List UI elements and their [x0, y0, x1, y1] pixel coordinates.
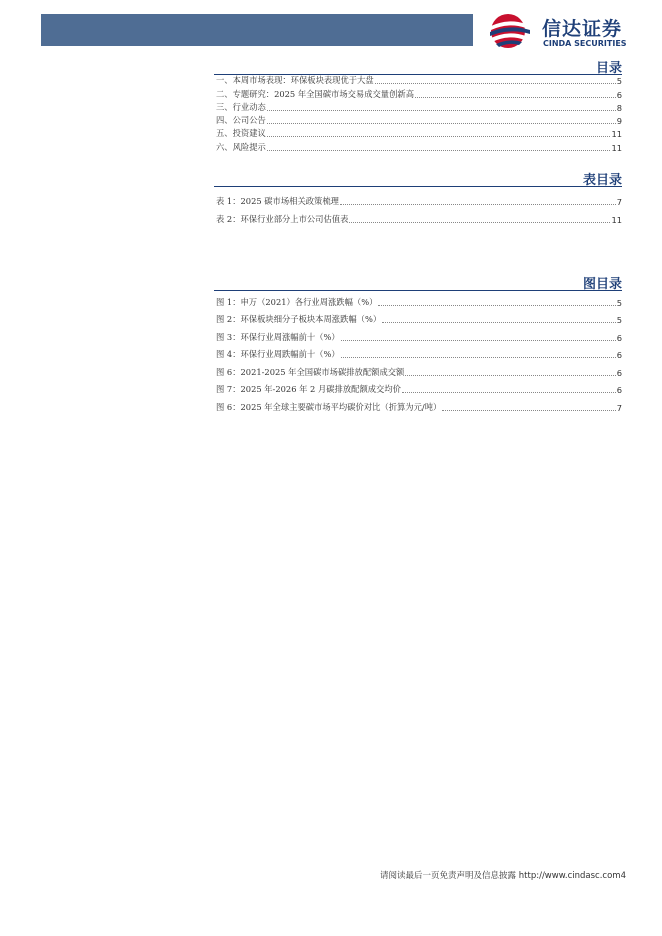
website-link[interactable]: http://www.cindasc.com — [518, 871, 621, 881]
toc-entry-label: 图 6：2025 年全球主要碳市场平均碳价对比（折算为元/吨） — [216, 401, 442, 412]
toc-entry-page: 5 — [616, 297, 622, 308]
toc-entry[interactable] — [216, 86, 622, 99]
page-number: 4 — [620, 871, 626, 881]
leader-dots — [382, 322, 616, 323]
toc-entry-page: 11 — [611, 142, 622, 153]
toc-entry-label: 表 2：环保行业部分上市公司估值表 — [216, 214, 349, 224]
toc-entry-label: 五、投资建议 — [216, 128, 266, 139]
tables-title: 表目录 — [582, 173, 622, 188]
toc-entry[interactable] — [216, 113, 622, 126]
leader-dots — [267, 150, 611, 151]
leader-dots — [349, 222, 610, 223]
company-logo — [486, 12, 646, 52]
toc-entry-label: 表 1：2025 碳市场相关政策梳理 — [216, 196, 339, 206]
disclaimer-notice: 请阅读最后一页免责声明及信息披露 — [380, 871, 517, 881]
leader-dots — [375, 83, 616, 84]
header-bar — [41, 14, 473, 46]
toc-entry-label: 图 2：环保板块细分子板块本周涨跌幅（%） — [216, 314, 382, 324]
toc-entry-page: 8 — [616, 102, 622, 113]
leader-dots — [267, 136, 611, 137]
toc-entry-page: 6 — [616, 332, 622, 343]
leader-dots — [415, 97, 616, 98]
toc-entry[interactable] — [216, 343, 622, 361]
leader-dots — [405, 375, 615, 376]
toc-entry-label: 图 1：申万（2021）各行业周涨跌幅（%） — [216, 296, 378, 307]
page-footer — [380, 869, 626, 881]
leader-dots — [378, 305, 615, 306]
figures-title: 图目录 — [582, 277, 622, 292]
toc-entry-label: 二、专题研究：2025 年全国碳市场交易成交量创新高 — [216, 88, 414, 99]
toc-entry[interactable] — [216, 378, 622, 396]
leader-dots — [340, 204, 616, 205]
toc-entry[interactable] — [216, 189, 622, 207]
logo-globe-icon — [486, 12, 536, 50]
toc-entry-label: 三、行业动态 — [216, 101, 266, 112]
toc-entry-page: 11 — [611, 215, 622, 225]
toc-entry-page: 6 — [616, 350, 622, 360]
leader-dots — [341, 357, 616, 358]
toc-entry-page: 5 — [616, 76, 622, 87]
figures-list — [216, 290, 622, 413]
toc-entry[interactable] — [216, 73, 622, 86]
leader-dots — [402, 392, 616, 393]
tables-divider — [214, 186, 622, 187]
toc-entry-page: 6 — [616, 367, 622, 378]
toc-entry-page: 6 — [616, 385, 622, 395]
toc-entry-label: 四、公司公告 — [216, 115, 266, 126]
toc-entry-label: 图 3：环保行业周涨幅前十（%） — [216, 331, 340, 342]
toc-entry[interactable] — [216, 325, 622, 343]
leader-dots — [267, 110, 616, 111]
toc-entry-label: 一、本周市场表现：环保板块表现优于大盘 — [216, 75, 374, 86]
leader-dots — [442, 410, 615, 411]
toc-entry-label: 图 4：环保行业周跌幅前十（%） — [216, 349, 340, 359]
contents-title: 目录 — [595, 61, 622, 76]
toc-entry[interactable] — [216, 207, 622, 225]
toc-entry-page: 11 — [611, 129, 622, 140]
toc-entry-page: 7 — [616, 402, 622, 413]
toc-entry[interactable] — [216, 126, 622, 139]
toc-entry-label: 六、风险提示 — [216, 141, 266, 152]
toc-entry-page: 6 — [616, 89, 622, 100]
leader-dots — [341, 340, 616, 341]
toc-entry-page: 7 — [616, 197, 622, 207]
toc-entry-label: 图 7：2025 年-2026 年 2 月碳排放配额成交均价 — [216, 384, 401, 394]
tables-list — [216, 189, 622, 225]
toc-entry-page: 5 — [616, 315, 622, 325]
toc-entry-page: 9 — [616, 116, 622, 127]
toc-entry[interactable] — [216, 308, 622, 326]
leader-dots — [267, 123, 616, 124]
logo-text-en: CINDA SECURITIES — [543, 39, 627, 48]
contents-list — [216, 73, 622, 153]
toc-entry[interactable] — [216, 290, 622, 308]
toc-entry[interactable] — [216, 360, 622, 378]
logo-text-cn: 信达证券 — [542, 18, 623, 40]
toc-entry[interactable] — [216, 100, 622, 113]
toc-entry[interactable] — [216, 139, 622, 152]
toc-entry-label: 图 6：2021-2025 年全国碳市场碳排放配额成交额 — [216, 366, 405, 377]
toc-entry[interactable] — [216, 395, 622, 413]
